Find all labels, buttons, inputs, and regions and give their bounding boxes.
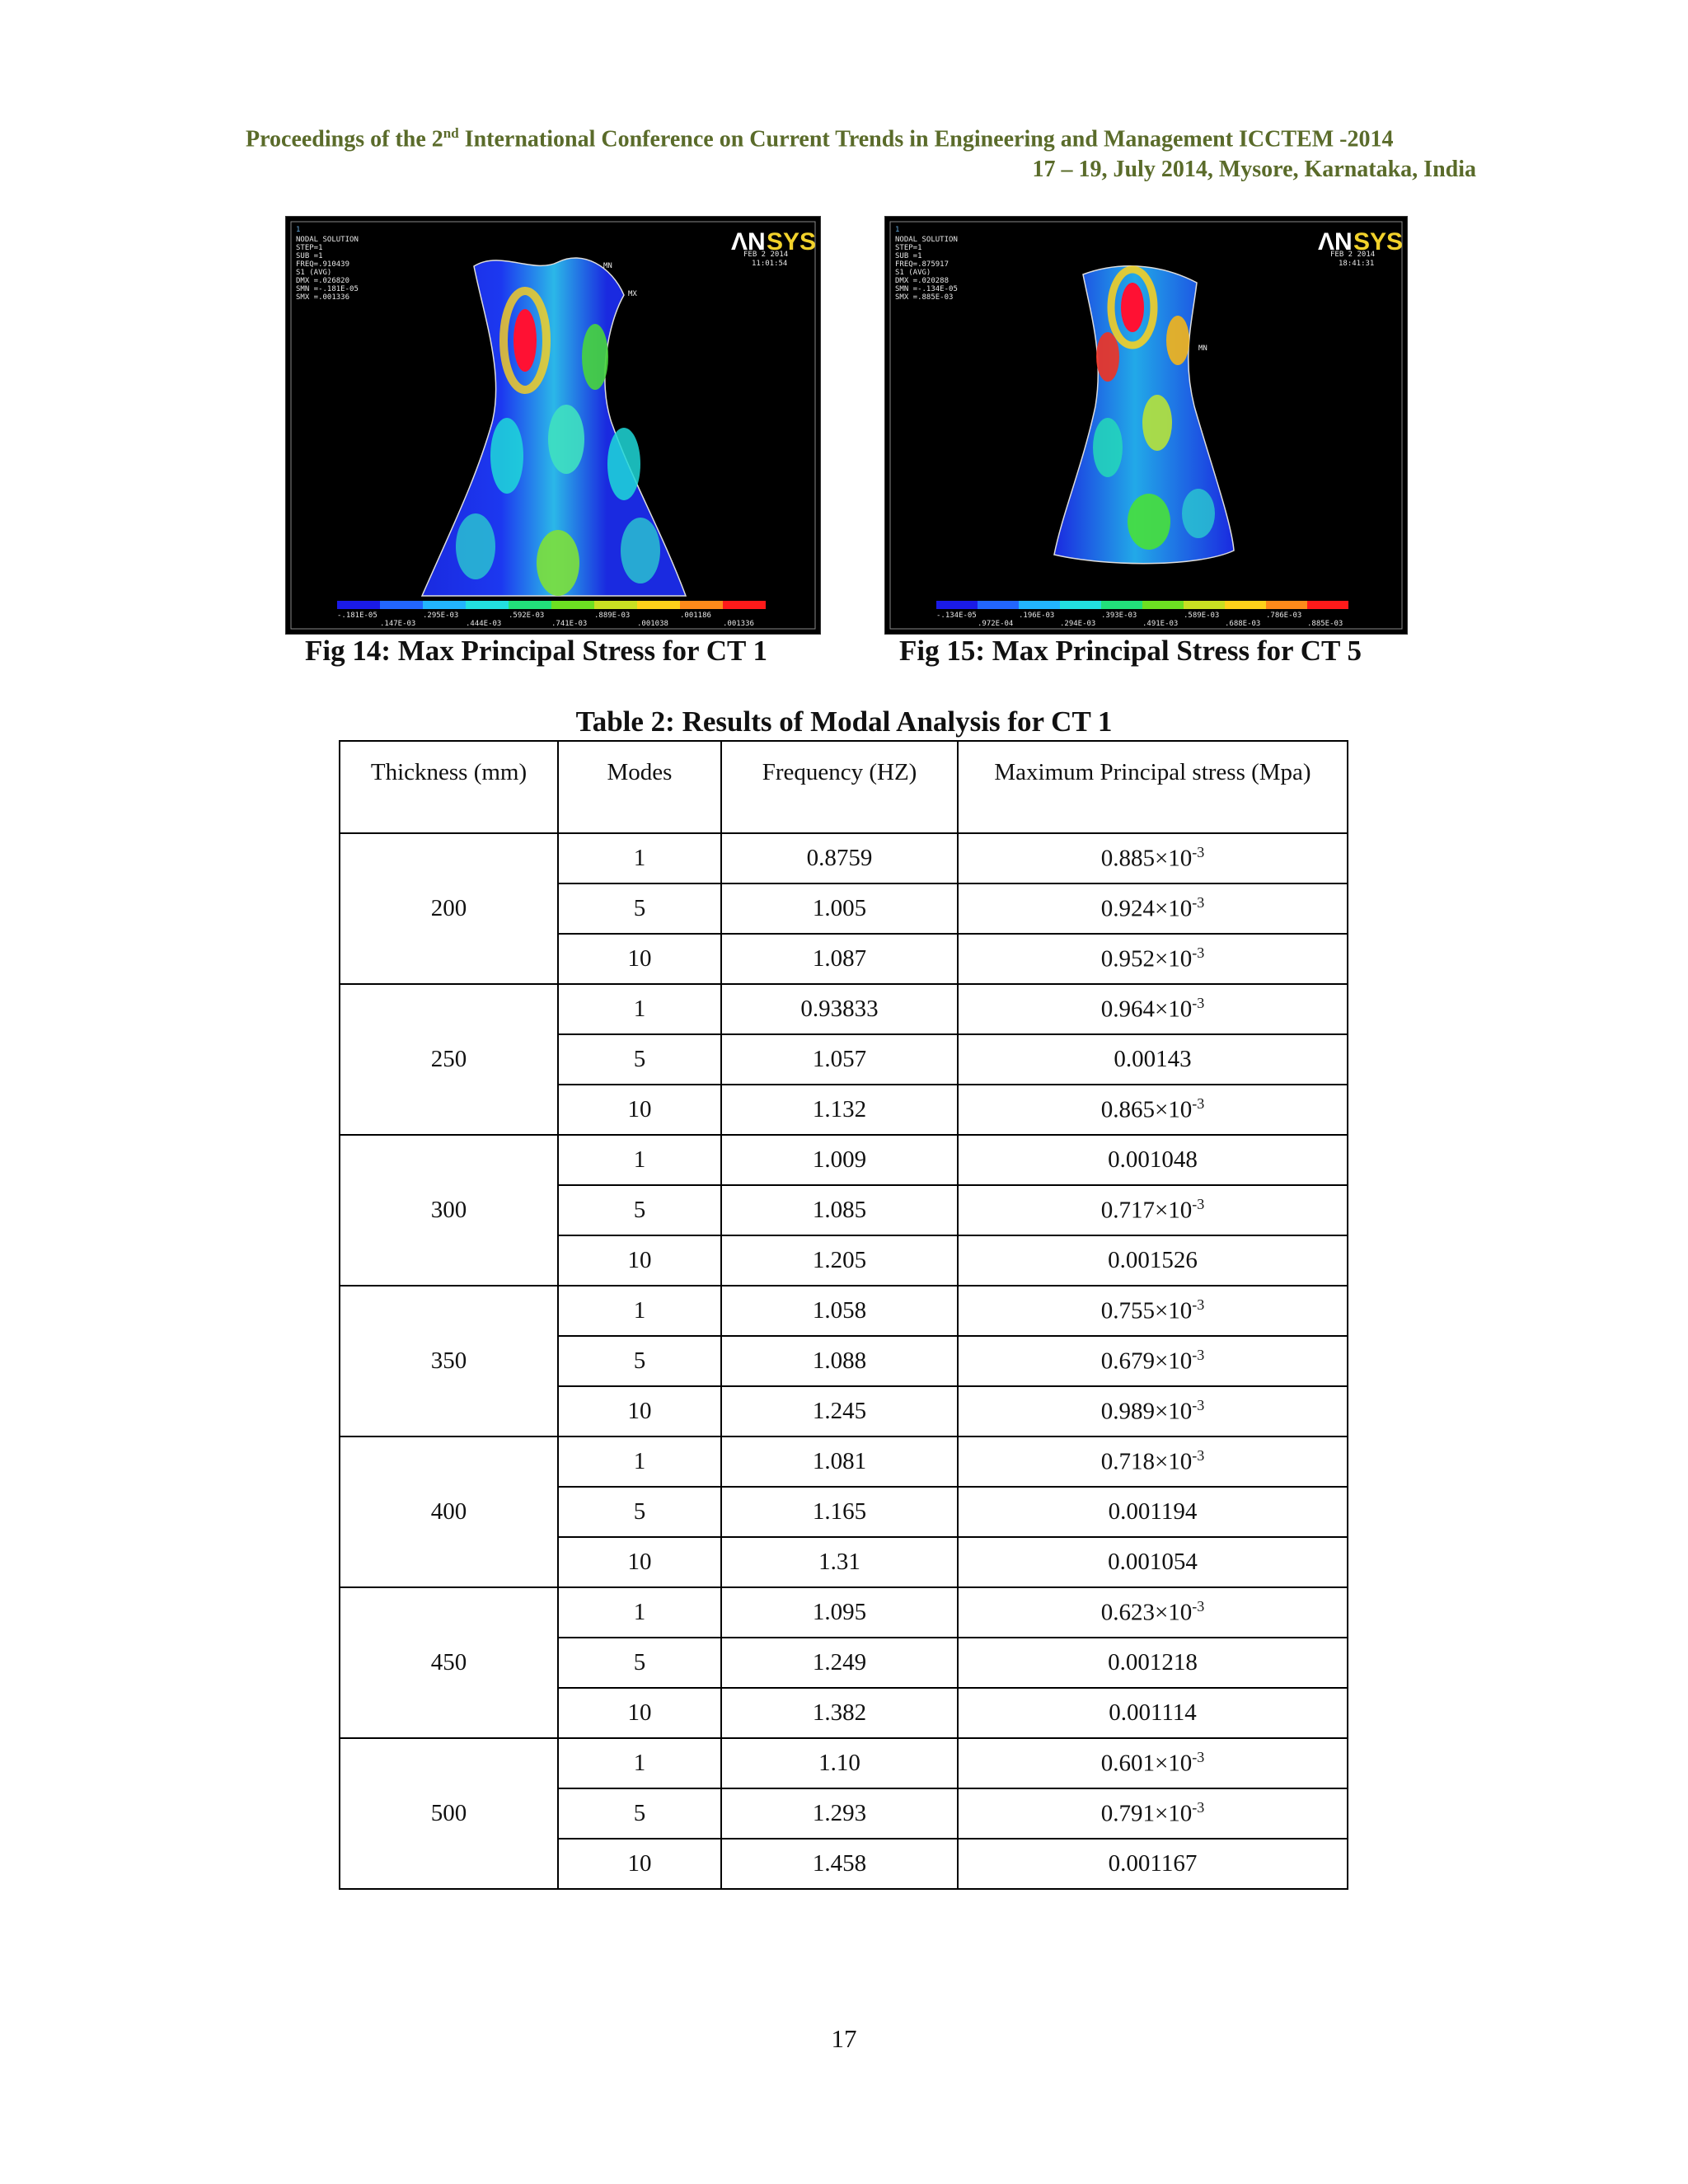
fig-info-line: S1 (AVG): [895, 269, 931, 277]
fig-info-line: SUB =1: [895, 252, 922, 260]
ansys-logo-sys: SYS: [767, 228, 817, 255]
legend-swatch: [1307, 601, 1348, 609]
stress-value: 0.001218: [1108, 1649, 1198, 1675]
stress-value: 0.00143: [1114, 1046, 1192, 1072]
legend-swatch: [936, 601, 978, 609]
fig14-legend: [337, 601, 766, 628]
fig14-mx-label: MX: [628, 290, 637, 298]
fig14-date: FEB 2 2014: [743, 251, 789, 259]
stress-value: 0.755×10: [1100, 1297, 1193, 1324]
mode-cell: 1: [558, 1587, 721, 1638]
fig-info-line: NODAL SOLUTION: [296, 236, 359, 244]
frequency-cell: 1.165: [721, 1487, 958, 1537]
stress-cell: [958, 1185, 1348, 1235]
legend-swatch: [423, 601, 466, 609]
mode-cell: 1: [558, 984, 721, 1034]
header-stress: Maximum Principal stress (Mpa): [958, 741, 1348, 833]
fig-info-line: SMX =.001336: [296, 293, 350, 302]
mode-cell: 1: [558, 1286, 721, 1336]
stress-cell: [958, 1034, 1348, 1085]
stress-value: 0.601×10: [1100, 1750, 1193, 1777]
frequency-cell: 1.205: [721, 1235, 958, 1286]
stress-exponent: -3: [1192, 995, 1205, 1012]
legend-swatch: [723, 601, 766, 609]
stress-exponent: -3: [1192, 1397, 1205, 1414]
legend-label: .196E-03: [1019, 612, 1055, 620]
legend-swatch: [680, 601, 723, 609]
legend-swatch: [978, 601, 1019, 609]
legend-swatch: [466, 601, 509, 609]
mode-cell: 10: [558, 934, 721, 984]
legend-label: -.181E-05: [337, 612, 377, 620]
stress-cell: [958, 1085, 1348, 1135]
thickness-cell: 500: [340, 1738, 558, 1889]
table-row: [340, 833, 1348, 883]
legend-label: .001038: [637, 620, 668, 628]
fig-info-line: DMX =.020288: [895, 277, 950, 285]
header-line-1: Proceedings of the 2nd International Conference on Current Trends in Engineering and Management ICCTEM -2014: [246, 125, 1394, 152]
fig-info-line: SMX =.885E-03: [895, 293, 954, 302]
table-row: [340, 1587, 1348, 1638]
stress-value: 0.885×10: [1100, 845, 1193, 872]
table-row: [340, 1738, 1348, 1788]
legend-swatch: [1060, 601, 1101, 609]
stress-exponent: -3: [1192, 1799, 1205, 1816]
fig14-info-block: [296, 236, 359, 302]
legend-swatch: [637, 601, 680, 609]
legend-label: .491E-03: [1142, 620, 1179, 628]
stress-cell: [958, 1537, 1348, 1587]
header-modes: Modes: [558, 741, 721, 833]
header-line-2: 17 – 19, July 2014, Mysore, Karnataka, India: [1032, 157, 1476, 182]
stress-exponent: -3: [1192, 894, 1205, 912]
stress-value: 0.718×10: [1100, 1448, 1193, 1475]
frequency-cell: 1.458: [721, 1839, 958, 1889]
table-row: [340, 984, 1348, 1034]
legend-label: .589E-03: [1184, 612, 1220, 620]
mode-cell: 5: [558, 1638, 721, 1688]
stress-exponent: -3: [1192, 1749, 1205, 1766]
figure-14-image: [285, 216, 821, 635]
frequency-cell: 1.081: [721, 1436, 958, 1487]
fig14-time: 11:01:54: [752, 260, 788, 268]
mode-cell: 5: [558, 1185, 721, 1235]
legend-swatch: [1184, 601, 1225, 609]
thickness-cell: 300: [340, 1135, 558, 1286]
mode-cell: 5: [558, 1487, 721, 1537]
thickness-cell: 250: [340, 984, 558, 1135]
ansys-logo-an: ΛN: [731, 228, 766, 255]
fig14-mn-label: MN: [603, 262, 612, 270]
legend-swatch: [380, 601, 423, 609]
results-table: [339, 740, 1348, 1890]
fig15-legend: [936, 601, 1348, 628]
stress-cell: [958, 833, 1348, 883]
frequency-cell: 1.088: [721, 1336, 958, 1386]
fig-info-line: STEP=1: [895, 244, 922, 252]
fig-info-line: SMN =-.134E-05: [895, 285, 958, 293]
legend-label: .001336: [723, 620, 754, 628]
stress-exponent: -3: [1192, 1447, 1205, 1465]
table-title: Table 2: Results of Modal Analysis for CT 1: [575, 705, 1113, 738]
frequency-cell: 1.249: [721, 1638, 958, 1688]
fig14-hotspot: [513, 309, 537, 372]
legend-label: .147E-03: [380, 620, 416, 628]
stress-cell: [958, 1135, 1348, 1185]
stress-exponent: -3: [1192, 1095, 1205, 1113]
figure-15-caption: Fig 15: Max Principal Stress for CT 5: [899, 635, 1362, 667]
table-row: [340, 1436, 1348, 1487]
frequency-cell: 1.10: [721, 1738, 958, 1788]
ansys-logo-sys: SYS: [1353, 228, 1404, 255]
frequency-cell: 0.8759: [721, 833, 958, 883]
header-thickness: Thickness (mm): [340, 741, 558, 833]
frequency-cell: 1.005: [721, 883, 958, 934]
stress-exponent: -3: [1192, 1296, 1205, 1314]
stress-value: 0.791×10: [1100, 1800, 1193, 1827]
stress-value: 0.989×10: [1100, 1398, 1193, 1425]
fig15-date: FEB 2 2014: [1330, 251, 1376, 259]
stress-exponent: -3: [1192, 944, 1205, 962]
mode-cell: 5: [558, 1034, 721, 1085]
stress-value: 0.964×10: [1100, 996, 1193, 1023]
table-header-row: [340, 741, 1348, 833]
mode-cell: 10: [558, 1235, 721, 1286]
legend-swatch: [1142, 601, 1184, 609]
stress-exponent: -3: [1192, 1598, 1205, 1615]
frequency-cell: 1.245: [721, 1386, 958, 1436]
legend-label: .741E-03: [551, 620, 588, 628]
legend-label: .001186: [680, 612, 711, 620]
frequency-cell: 1.009: [721, 1135, 958, 1185]
mode-cell: 5: [558, 883, 721, 934]
stress-cell: [958, 1286, 1348, 1336]
fig-info-line: S1 (AVG): [296, 269, 332, 277]
mode-cell: 10: [558, 1537, 721, 1587]
fig-info-line: FREQ=.910439: [296, 260, 350, 269]
frequency-cell: 1.058: [721, 1286, 958, 1336]
legend-label: .393E-03: [1101, 612, 1137, 620]
thickness-cell: 450: [340, 1587, 558, 1738]
stress-exponent: -3: [1192, 1347, 1205, 1364]
table-row: [340, 1135, 1348, 1185]
stress-value: 0.623×10: [1100, 1599, 1193, 1626]
stress-cell: [958, 1487, 1348, 1537]
fig-info-line: STEP=1: [296, 244, 323, 252]
legend-label: -.134E-05: [936, 612, 977, 620]
table-body: [340, 833, 1348, 1889]
thickness-cell: 200: [340, 833, 558, 984]
stress-value: 0.001048: [1108, 1146, 1198, 1173]
frequency-cell: 0.93833: [721, 984, 958, 1034]
mode-cell: 10: [558, 1839, 721, 1889]
mode-cell: 1: [558, 1135, 721, 1185]
legend-label: .889E-03: [594, 612, 631, 620]
stress-cell: [958, 934, 1348, 984]
stress-cell: [958, 984, 1348, 1034]
legend-label: .295E-03: [423, 612, 459, 620]
fig-info-line: NODAL SOLUTION: [895, 236, 958, 244]
stress-cell: [958, 1235, 1348, 1286]
fig15-mn-label: MN: [1198, 344, 1207, 353]
fig-info-line: FREQ=.875917: [895, 260, 950, 269]
stress-value: 0.679×10: [1100, 1347, 1193, 1375]
fig15-time: 18:41:31: [1339, 260, 1375, 268]
fig15-info-block: [895, 236, 958, 302]
legend-swatch: [1266, 601, 1307, 609]
stress-value: 0.717×10: [1100, 1197, 1193, 1224]
legend-label: .688E-03: [1225, 620, 1261, 628]
stress-value: 0.001114: [1109, 1699, 1197, 1726]
frequency-cell: 1.095: [721, 1587, 958, 1638]
legend-swatch: [337, 601, 380, 609]
stress-exponent: -3: [1192, 844, 1205, 861]
stress-cell: [958, 1738, 1348, 1788]
legend-swatch: [594, 601, 637, 609]
frequency-cell: 1.293: [721, 1788, 958, 1839]
figure-14-caption: Fig 14: Max Principal Stress for CT 1: [305, 635, 767, 667]
stress-value: 0.952×10: [1100, 945, 1193, 972]
header-frequency: Frequency (HZ): [721, 741, 958, 833]
mode-cell: 1: [558, 833, 721, 883]
page-number: 17: [831, 2024, 857, 2053]
fig-info-line: SUB =1: [296, 252, 323, 260]
fig15-hotspot: [1121, 283, 1144, 332]
thickness-cell: 350: [340, 1286, 558, 1436]
stress-cell: [958, 1839, 1348, 1889]
mode-cell: 10: [558, 1688, 721, 1738]
fig15-render: [885, 217, 1407, 634]
ansys-logo-an: ΛN: [1318, 228, 1353, 255]
frequency-cell: 1.382: [721, 1688, 958, 1738]
frequency-cell: 1.085: [721, 1185, 958, 1235]
stress-cell: [958, 883, 1348, 934]
stress-cell: [958, 1386, 1348, 1436]
legend-swatch: [1101, 601, 1142, 609]
frequency-cell: 1.132: [721, 1085, 958, 1135]
fig14-render: [286, 217, 820, 634]
stress-value: 0.001167: [1108, 1850, 1198, 1877]
table-row: [340, 1286, 1348, 1336]
legend-label: .885E-03: [1307, 620, 1343, 628]
stress-value: 0.001054: [1108, 1549, 1198, 1575]
mode-cell: 5: [558, 1336, 721, 1386]
frequency-cell: 1.057: [721, 1034, 958, 1085]
stress-value: 0.001194: [1108, 1498, 1198, 1525]
legend-swatch: [551, 601, 594, 609]
fig-info-line: DMX =.026820: [296, 277, 350, 285]
fig14-index: 1: [296, 226, 301, 234]
stress-cell: [958, 1436, 1348, 1487]
thickness-cell: 400: [340, 1436, 558, 1587]
mode-cell: 10: [558, 1386, 721, 1436]
figure-15-image: [884, 216, 1408, 635]
stress-value: 0.865×10: [1100, 1096, 1193, 1123]
fig-info-line: SMN =-.181E-05: [296, 285, 359, 293]
stress-value: 0.001526: [1108, 1247, 1198, 1273]
stress-cell: [958, 1688, 1348, 1738]
stress-value: 0.924×10: [1100, 895, 1193, 922]
stress-cell: [958, 1587, 1348, 1638]
mode-cell: 5: [558, 1788, 721, 1839]
legend-label: .786E-03: [1266, 612, 1302, 620]
legend-swatch: [509, 601, 551, 609]
stress-cell: [958, 1638, 1348, 1688]
legend-swatch: [1019, 601, 1060, 609]
stress-cell: [958, 1336, 1348, 1386]
fig15-index: 1: [895, 226, 900, 234]
stress-exponent: -3: [1192, 1196, 1205, 1213]
mode-cell: 10: [558, 1085, 721, 1135]
stress-cell: [958, 1788, 1348, 1839]
mode-cell: 1: [558, 1436, 721, 1487]
legend-label: .592E-03: [509, 612, 545, 620]
mode-cell: 1: [558, 1738, 721, 1788]
frequency-cell: 1.087: [721, 934, 958, 984]
legend-label: .294E-03: [1060, 620, 1096, 628]
legend-swatch: [1225, 601, 1266, 609]
legend-label: .444E-03: [466, 620, 502, 628]
frequency-cell: 1.31: [721, 1537, 958, 1587]
legend-label: .972E-04: [978, 620, 1014, 628]
